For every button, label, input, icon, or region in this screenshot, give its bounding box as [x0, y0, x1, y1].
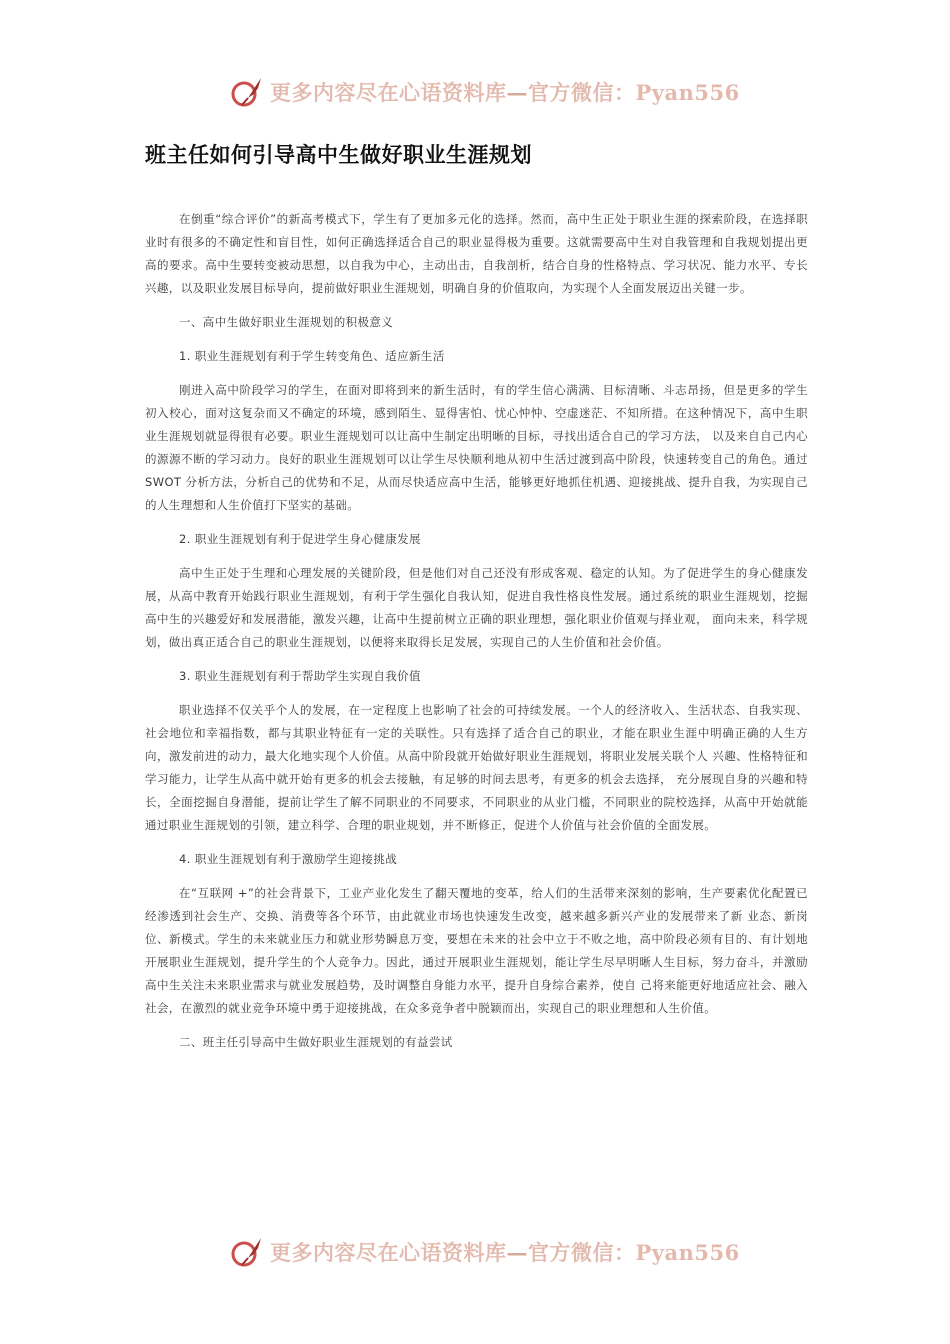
subsection-heading-4: 4. 职业生涯规划有利于激励学生迎接挑战	[179, 852, 398, 866]
banner-text: 更多内容尽在心语资料库—官方微信：Pyan556	[270, 80, 740, 105]
subsection-body-3: 职业选择不仅关乎个人的发展，在一定程度上也影响了社会的可持续发展。一个人的经济收入、生活状态、自我实现、社会地位和幸福指数，都与其职业特征有一定的关联性。只有选择了适合自己的职业，才能在职业生涯中明确正确的人生方向，激发前进的动力，最大化地实现个人价值。从高中阶段就开始做好职业生涯规划，将职业发展关联个人 兴趣、性格特征和学习能力，让学生从高中就开始有更多的机会去接触，有足够的时间去思考，有更多的机会去选择， 充分展现自身的兴趣和特长，全面挖掘自身潜能，提前让学生了解不同职业的不同要求，不同职业的从业门槛，不同职业的院校选择，从高中开始就能通过职业生涯规划的引领，建立科学、合理的职业规划，并不断修正，促进个人价值与社会价值的全面发展。	[145, 703, 808, 832]
subsection-heading-3: 3. 职业生涯规划有利于帮助学生实现自我价值	[179, 669, 421, 683]
subsection-heading-1: 1. 职业生涯规划有利于学生转变角色、适应新生活	[179, 349, 445, 363]
subsection-heading-2: 2. 职业生涯规划有利于促进学生身心健康发展	[179, 532, 421, 546]
subsection-body-2: 高中生正处于生理和心理发展的关键阶段，但是他们对自己还没有形成客观、稳定的认知。为了促进学生的身心健康发展，从高中教育开始践行职业生涯规划，有利于学生强化自我认知，促进自我性格良性发展。通过系统的职业生涯规划，挖掘高中生的兴趣爱好和发展潜能，激发兴趣，让高中生提前树立正确的职业理想，强化职业价值观与择业观， 面向未来，科学规划，做出真正适合自己的职业生涯规划，以便将来取得长足发展，实现自己的人生价值和社会价值。	[145, 566, 808, 649]
footer-banner	[228, 1232, 748, 1272]
banner-text: 更多内容尽在心语资料库—官方微信：Pyan556	[270, 1240, 740, 1265]
article-body	[145, 208, 808, 1065]
quill-logo-icon	[228, 74, 264, 110]
section-heading-1: 一、高中生做好职业生涯规划的积极意义	[179, 315, 394, 329]
subsection-body-4: 在“互联网 +”的社会背景下，工业产业化发生了翻天覆地的变革，给人们的生活带来深刻的影响，生产要素优化配置已经渗透到社会生产、交换、消费等各个环节，由此就业市场也快速发生改变，越来越多新兴产业的发展带来了新 业态、新岗位、新模式。学生的未来就业压力和就业形势瞬息万变，要想在未来的社会中立于不败之地，高中阶段必须有目的、有计划地开展职业生涯规划，提升学生的个人竞争力。因此，通过开展职业生涯规划，能让学生尽早明晰人生目标，努力奋斗，并激励高中生关注未来职业需求与就业发展趋势，及时调整自身能力水平，提升自身综合素养，使自 己将来能更好地适应社会、融入社会，在激烈的就业竞争环境中勇于迎接挑战，在众多竞争者中脱颖而出，实现自己的职业理想和人生价值。	[145, 886, 808, 1015]
section-heading-2: 二、班主任引导高中生做好职业生涯规划的有益尝试	[179, 1035, 453, 1049]
intro-paragraph: 在倒重“综合评价”的新高考模式下，学生有了更加多元化的选择。然而，高中生正处于职业生涯的探索阶段，在选择职业时有很多的不确定性和盲目性，如何正确选择适合自己的职业显得极为重要。这就需要高中生对自我管理和自我规划提出更高的要求。高中生要转变被动思想，以自我为中心，主动出击，自我剖析，结合自身的性格特点、学习状况、能力水平、专长兴趣，以及职业发展目标导向，提前做好职业生涯规划，明确自身的价值取向，为实现个人全面发展迈出关键一步。	[145, 212, 808, 295]
quill-logo-icon	[228, 1234, 264, 1270]
header-banner	[228, 72, 748, 112]
document-title: 班主任如何引导高中生做好职业生涯规划	[145, 143, 532, 167]
subsection-body-1: 刚进入高中阶段学习的学生，在面对即将到来的新生活时，有的学生信心满满、目标清晰、斗志昂扬，但是更多的学生初入校心，面对这复杂而又不确定的环境，感到陌生、显得害怕、忧心忡忡、空虚迷茫、不知所措。在这种情况下，高中生职业生涯规划就显得很有必要。职业生涯规划可以让高中生制定出明晰的目标，寻找出适合自己的学习方法， 以及来自自己内心的源源不断的学习动力。良好的职业生涯规划可以让学生尽快顺利地从初中生活过渡到高中阶段，快速转变自己的角色。通过 SWOT 分析方法，分析自己的优势和不足，从而尽快适应高中生活，能够更好地抓住机遇、迎接挑战、提升自我，为实现自己的人生理想和人生价值打下坚实的基础。	[145, 383, 808, 512]
